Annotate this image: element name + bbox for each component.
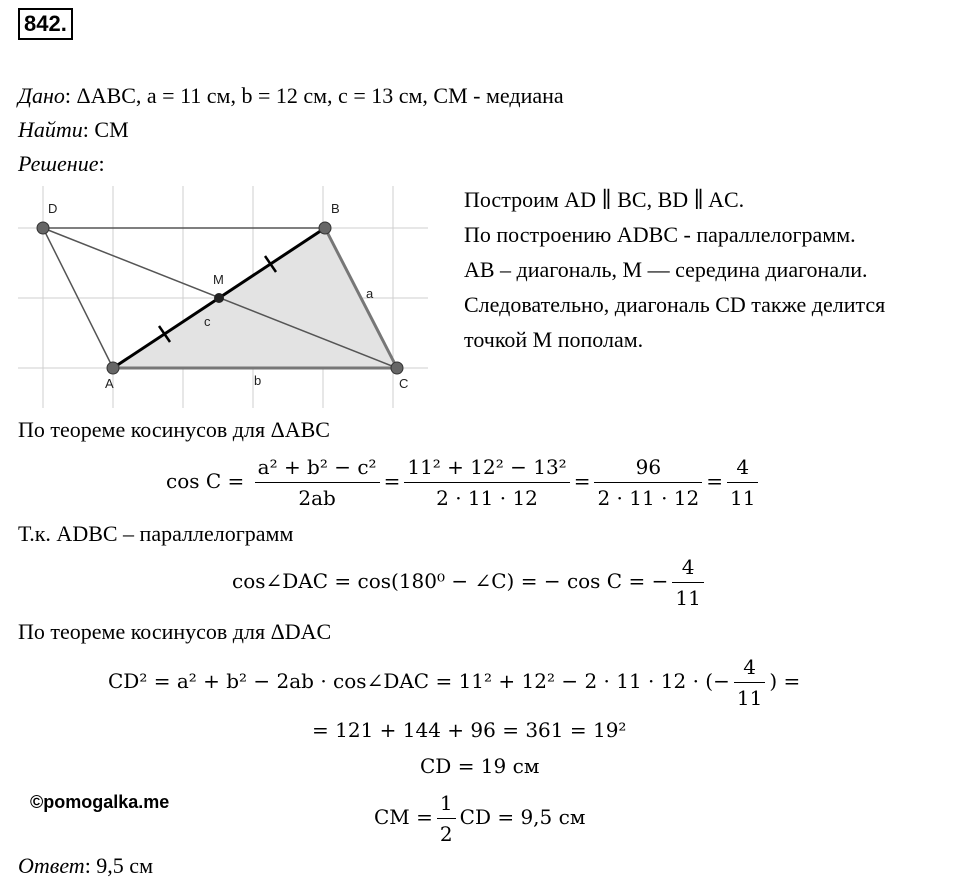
point-a — [107, 362, 119, 374]
cos-c-lhs: cos C = — [166, 469, 245, 493]
cm-formula — [374, 788, 585, 849]
cd2-rhs: ) = — [769, 669, 801, 693]
fraction-1-num: a² + b² − c² — [255, 452, 380, 483]
answer-text: : 9,5 см — [84, 853, 153, 878]
fraction-1-den: 2ab — [298, 486, 336, 510]
point-c — [391, 362, 403, 374]
cos-dac-den: 11 — [675, 586, 701, 610]
cm-lhs: CM = — [374, 805, 433, 829]
step1-text: По теореме косинусов для ΔABC — [18, 417, 330, 442]
label-c: C — [399, 376, 409, 391]
find-line — [18, 112, 129, 147]
point-d — [37, 222, 49, 234]
cos-c-formula: cos C = $\frac{\text{a² + b² − c²}}{2ab}$ = $\frac{\text{11² + 12² − 13²}}{2 \cdot 11 \cdot 12}$ = $\frac{96}{2 \cdot 11 \cdot 12}$ = $\frac{4}{11}$ — [166, 452, 762, 513]
cd2-lhs: CD² = a² + b² − 2ab · cos∠DAC = 11² + 12² − 2 · 11 · 12 · (− — [108, 669, 730, 693]
label-side-b: b — [254, 373, 262, 388]
find-label: Найти — [18, 117, 83, 142]
watermark: ©pomogalka.me — [30, 792, 170, 812]
fraction-3 — [594, 452, 702, 513]
given-text: : ΔABC, a = 11 см, b = 12 см, c = 13 см, CM - медиана — [64, 83, 564, 108]
point-b — [319, 222, 331, 234]
construction-line-3: AB – диагональ, M — середина диагонали. — [464, 257, 868, 282]
fraction-4-den: 11 — [730, 486, 756, 510]
construction-line-5: точкой M пополам. — [464, 327, 644, 352]
fraction-4 — [727, 452, 758, 513]
given-label: Дано — [18, 83, 65, 108]
find-text: : CM — [82, 117, 129, 142]
cd2-line2: = 121 + 144 + 96 = 361 = 19² — [312, 718, 627, 742]
given-line — [18, 78, 564, 113]
cd2-formula — [108, 652, 800, 713]
cd2-den: 11 — [736, 686, 763, 710]
cd2-fraction — [734, 652, 765, 713]
fraction-3-den: 2 · 11 · 12 — [597, 486, 700, 510]
construction-line-4: Следовательно, диагональ CD также делится — [464, 292, 886, 317]
label-a: A — [105, 376, 114, 391]
parallelogram-figure — [18, 186, 428, 408]
cos-dac-lhs: cos∠DAC = cos(180⁰ − ∠C) = − cos C = − — [232, 569, 669, 593]
cm-den: 2 — [439, 822, 453, 846]
construction-line-1: Построим AD ∥ BC, BD ∥ AC. — [464, 187, 745, 212]
answer-line — [18, 848, 153, 883]
fraction-1 — [255, 452, 380, 513]
cm-fraction — [437, 788, 456, 849]
problem-number: 842. — [18, 8, 73, 40]
cd-line: CD = 19 см — [420, 754, 540, 778]
solution-line — [18, 146, 105, 181]
answer-label: Ответ — [18, 853, 85, 878]
construction-line-2: По построению ADBC - параллелограмм. — [464, 222, 856, 247]
label-side-a: a — [366, 286, 374, 301]
label-m: M — [213, 272, 224, 287]
fraction-2-num: 11² + 12² − 13² — [404, 452, 569, 483]
fraction-3-num: 96 — [594, 452, 702, 483]
cm-rhs: CD = 9,5 см — [459, 805, 586, 829]
fraction-2-den: 2 · 11 · 12 — [436, 486, 538, 510]
cm-num: 1 — [437, 788, 456, 819]
step2-text: Т.к. ADBC – параллелограмм — [18, 521, 294, 546]
cos-dac-num: 4 — [672, 552, 703, 583]
label-d: D — [48, 201, 58, 216]
cd2-num: 4 — [734, 652, 765, 683]
point-m — [214, 293, 224, 303]
solution-text: : — [98, 151, 105, 176]
cos-dac-fraction — [672, 552, 703, 613]
fraction-2 — [404, 452, 569, 513]
solution-label: Решение — [18, 151, 99, 176]
label-b: B — [331, 201, 340, 216]
construction-text — [464, 182, 885, 357]
label-side-c: c — [204, 314, 211, 329]
cos-dac-formula — [232, 552, 708, 613]
step3-text: По теореме косинусов для ΔDAC — [18, 619, 332, 644]
fraction-4-num: 4 — [727, 452, 758, 483]
